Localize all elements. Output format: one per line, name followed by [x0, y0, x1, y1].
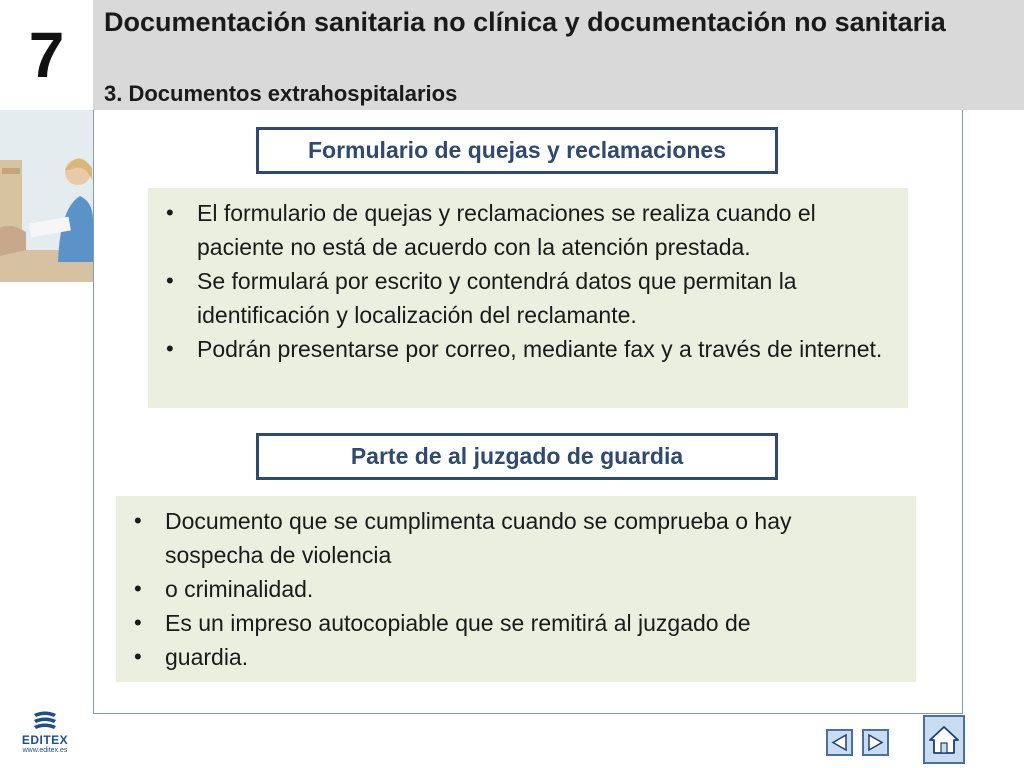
logo-text: EDITEX — [21, 733, 69, 747]
slide-header — [93, 0, 1024, 110]
bullet-list — [158, 196, 888, 366]
bullet-icon: • — [134, 508, 142, 533]
list-item — [126, 640, 896, 674]
editex-logo-icon — [30, 710, 60, 732]
list-item-text: El formulario de quejas y reclamaciones se realiza cuando el paciente no está de acuerdo con la atención prestada. — [197, 200, 816, 260]
bullet-panel-juzgado — [116, 496, 916, 682]
logo-url: www.editex.es — [22, 747, 68, 754]
home-icon — [928, 724, 960, 756]
bullet-icon: • — [134, 644, 142, 669]
section-heading-juzgado — [256, 433, 778, 480]
list-item-text: Documento que se cumplimenta cuando se comprueba o hay sospecha de violencia — [165, 508, 792, 568]
list-item-text: o criminalidad. — [165, 576, 314, 602]
editex-logo[interactable] — [14, 710, 76, 760]
nurse-photo — [0, 110, 93, 282]
list-item — [126, 504, 896, 572]
bullet-list — [126, 504, 896, 674]
previous-slide-button[interactable] — [826, 729, 853, 756]
section-heading-quejas — [256, 127, 778, 174]
nurse-photo-illustration — [0, 110, 93, 282]
bullet-icon: • — [134, 576, 142, 601]
list-item — [158, 332, 888, 366]
bullet-icon: • — [166, 268, 174, 293]
list-item-text: Podrán presentarse por correo, mediante fax y a través de internet. — [197, 336, 883, 362]
arrow-right-icon — [866, 733, 885, 752]
page-subtitle: 3. Documentos extrahospitalarios — [104, 81, 458, 106]
chapter-number: 7 — [28, 19, 65, 91]
bullet-icon: • — [166, 200, 174, 225]
next-slide-button[interactable] — [862, 729, 889, 756]
arrow-left-icon — [830, 733, 849, 752]
list-item-text: Se formulará por escrito y contendrá datos que permitan la identificación y localización del reclamante. — [197, 268, 797, 328]
list-item-text: Es un impreso autocopiable que se remitirá al juzgado de — [165, 610, 751, 636]
list-item — [126, 572, 896, 606]
page-title: Documentación sanitaria no clínica y documentación no sanitaria — [104, 7, 946, 37]
list-item — [126, 606, 896, 640]
home-button[interactable] — [923, 715, 965, 764]
section-heading-label: Formulario de quejas y reclamaciones — [308, 137, 726, 163]
bullet-icon: • — [134, 610, 142, 635]
bullet-panel-quejas — [148, 188, 908, 408]
section-heading-label: Parte de al juzgado de guardia — [350, 443, 684, 469]
list-item — [158, 264, 888, 332]
chapter-number-box — [0, 0, 93, 110]
list-item-text: guardia. — [165, 644, 249, 670]
list-item — [158, 196, 888, 264]
bullet-icon: • — [166, 336, 174, 361]
